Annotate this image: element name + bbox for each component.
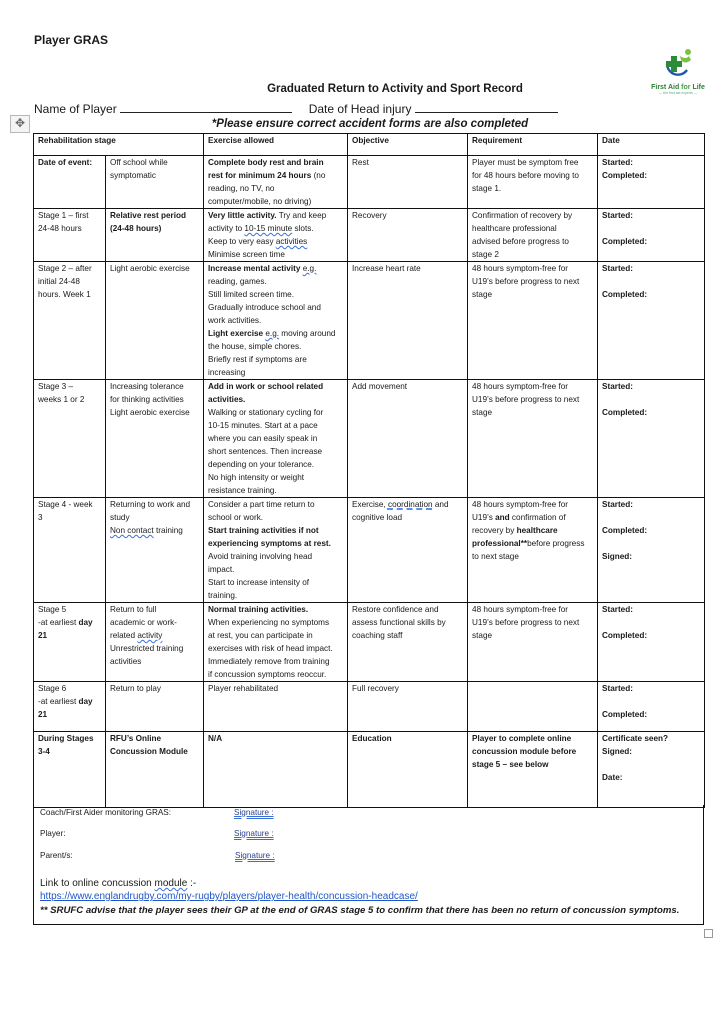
description-cell: Light aerobic exercise (106, 262, 204, 380)
table-row (34, 498, 705, 603)
player-details-line (34, 101, 558, 116)
move-cross-icon: ✥ (14, 116, 26, 130)
description-cell: Increasing tolerance for thinking activities Light aerobic exercise (106, 380, 204, 498)
description-cell: RFU’s Online Concussion Module (106, 732, 204, 808)
stage-cell: Date of event: (34, 156, 106, 209)
date-cell[interactable]: Started: Completed: (598, 603, 705, 682)
objective-cell: Add movement (348, 380, 468, 498)
table-row (34, 380, 705, 498)
objective-cell: Exercise, coordination and cognitive load (348, 498, 468, 603)
date-cell[interactable]: Certificate seen? Signed: Date: (598, 732, 705, 808)
exercise-cell: Very little activity. Try and keep activity to 10-15 minute slots. Keep to very easy activities Minimise screen time (204, 209, 348, 262)
name-of-player-label: Name of Player (34, 102, 117, 116)
date-cell[interactable]: Started: Completed: (598, 262, 705, 380)
exercise-cell: Complete body rest and brain rest for minimum 24 hours (no reading, no TV, no computer/mobile, no driving) (204, 156, 348, 209)
exercise-cell: Normal training activities. When experiencing no symptoms at rest, you can participate in exercises with risk of head impact. Immediately remove from training if concussion symptoms reoccur. (204, 603, 348, 682)
description-cell: Return to play (106, 682, 204, 732)
gp-advice-note: ** SRUFC advise that the player sees their GP at the end of GRAS stage 5 to confirm that there has been no return of concussion symptoms. (40, 905, 680, 916)
stage-cell: Stage 5 -at earliest day 21 (34, 603, 106, 682)
requirement-cell: 48 hours symptom-free for U19’s before progress to next stage (468, 380, 598, 498)
concussion-module-link[interactable]: https://www.englandrugby.com/my-rugby/players/player-health/concussion-headcase/ (40, 891, 418, 902)
date-cell[interactable]: Started: Completed: (598, 209, 705, 262)
exercise-cell: Player rehabilitated (204, 682, 348, 732)
description-cell: Return to full academic or work- related activity Unrestricted training activities (106, 603, 204, 682)
logo-cross-icon (661, 48, 695, 78)
signature-role-label: Coach/First Aider monitoring GRAS: (40, 808, 172, 817)
requirement-cell: Confirmation of recovery by healthcare professional advised before progress to stage 2 (468, 209, 598, 262)
logo-brand-text: First Aid for Life (651, 84, 705, 91)
header-objective: Objective (348, 134, 468, 156)
table-row (34, 682, 705, 732)
table-resize-handle[interactable] (704, 929, 713, 938)
header-requirement: Requirement (468, 134, 598, 156)
table-row (34, 732, 705, 808)
exercise-cell: Consider a part time return to school or work. Start training activities if not experiencing symptoms at rest. Avoid training involving head impact. Start to increase intensity of training. (204, 498, 348, 603)
signatures-and-notes-box (33, 805, 704, 925)
objective-cell: Rest (348, 156, 468, 209)
requirement-cell: 48 hours symptom-free for U19’s and confirmation of recovery by healthcare professional**before progress to next stage (468, 498, 598, 603)
signature-field[interactable]: Signature : (234, 808, 274, 817)
date-of-head-injury-field[interactable] (415, 101, 558, 113)
objective-cell: Full recovery (348, 682, 468, 732)
table-row (34, 262, 705, 380)
link-intro-text: Link to online concussion module :- (40, 878, 197, 889)
requirement-cell: Player to complete online concussion module before stage 5 – see below (468, 732, 598, 808)
objective-cell: Increase heart rate (348, 262, 468, 380)
signature-row-player (40, 829, 274, 838)
header-exercise-allowed: Exercise allowed (204, 134, 348, 156)
description-cell: Off school while symptomatic (106, 156, 204, 209)
table-header-row (34, 134, 705, 156)
date-cell[interactable]: Started: Completed: (598, 380, 705, 498)
date-cell[interactable]: Started: Completed: (598, 682, 705, 732)
description-cell: Relative rest period (24-48 hours) (106, 209, 204, 262)
logo-tagline: — the first aid experts — (658, 91, 698, 95)
date-of-head-injury-label: Date of Head injury (308, 102, 412, 116)
exercise-cell: N/A (204, 732, 348, 808)
stage-cell: During Stages 3-4 (34, 732, 106, 808)
date-cell[interactable]: Started: Completed: (598, 156, 705, 209)
stage-cell: Stage 6 -at earliest day 21 (34, 682, 106, 732)
stage-cell: Stage 1 – first 24-48 hours (34, 209, 106, 262)
header-date: Date (598, 134, 705, 156)
signature-row-coach (40, 808, 274, 817)
gras-table (33, 133, 705, 808)
signature-row-parent (40, 851, 275, 860)
objective-cell: Education (348, 732, 468, 808)
name-of-player-field[interactable] (120, 101, 292, 113)
table-row (34, 156, 705, 209)
table-row (34, 209, 705, 262)
signature-role-label: Player: (40, 829, 66, 838)
description-cell: Returning to work and study Non contact training (106, 498, 204, 603)
requirement-cell: 48 hours symptom-free for U19’s before progress to next stage (468, 603, 598, 682)
stage-cell: Stage 2 – after initial 24-48 hours. Week 1 (34, 262, 106, 380)
requirement-cell: Player must be symptom free for 48 hours before moving to stage 1. (468, 156, 598, 209)
objective-cell: Recovery (348, 209, 468, 262)
exercise-cell: Increase mental activity e.g. reading, games. Still limited screen time. Gradually introduce school and work activities. Light exercise e.g. moving around the house, simple chores. Briefly rest if symptoms are increasing (204, 262, 348, 380)
signature-role-label: Parent/s: (40, 851, 73, 860)
objective-cell: Restore confidence and assess functional skills by coaching staff (348, 603, 468, 682)
stage-cell: Stage 4 - week 3 (34, 498, 106, 603)
header-rehabilitation-stage: Rehabilitation stage (34, 134, 204, 156)
document-label: Player GRAS (34, 33, 109, 47)
table-row (34, 603, 705, 682)
exercise-cell: Add in work or school related activities. Walking or stationary cycling for 10-15 minutes. Start at a pace where you can easily speak in short sentences. Then increase depending on your tolerance. No high intensity or weight resistance training. (204, 380, 348, 498)
accident-forms-notice: *Please ensure correct accident forms are also completed (211, 118, 529, 130)
stage-cell: Stage 3 – weeks 1 or 2 (34, 380, 106, 498)
date-cell[interactable]: Started: Completed: Signed: (598, 498, 705, 603)
requirement-cell (468, 682, 598, 732)
signature-field[interactable]: Signature : (235, 851, 275, 860)
requirement-cell: 48 hours symptom-free for U19’s before progress to next stage (468, 262, 598, 380)
signature-field[interactable]: Signature : (234, 829, 274, 838)
page-title: Graduated Return to Activity and Sport Record (267, 83, 523, 95)
